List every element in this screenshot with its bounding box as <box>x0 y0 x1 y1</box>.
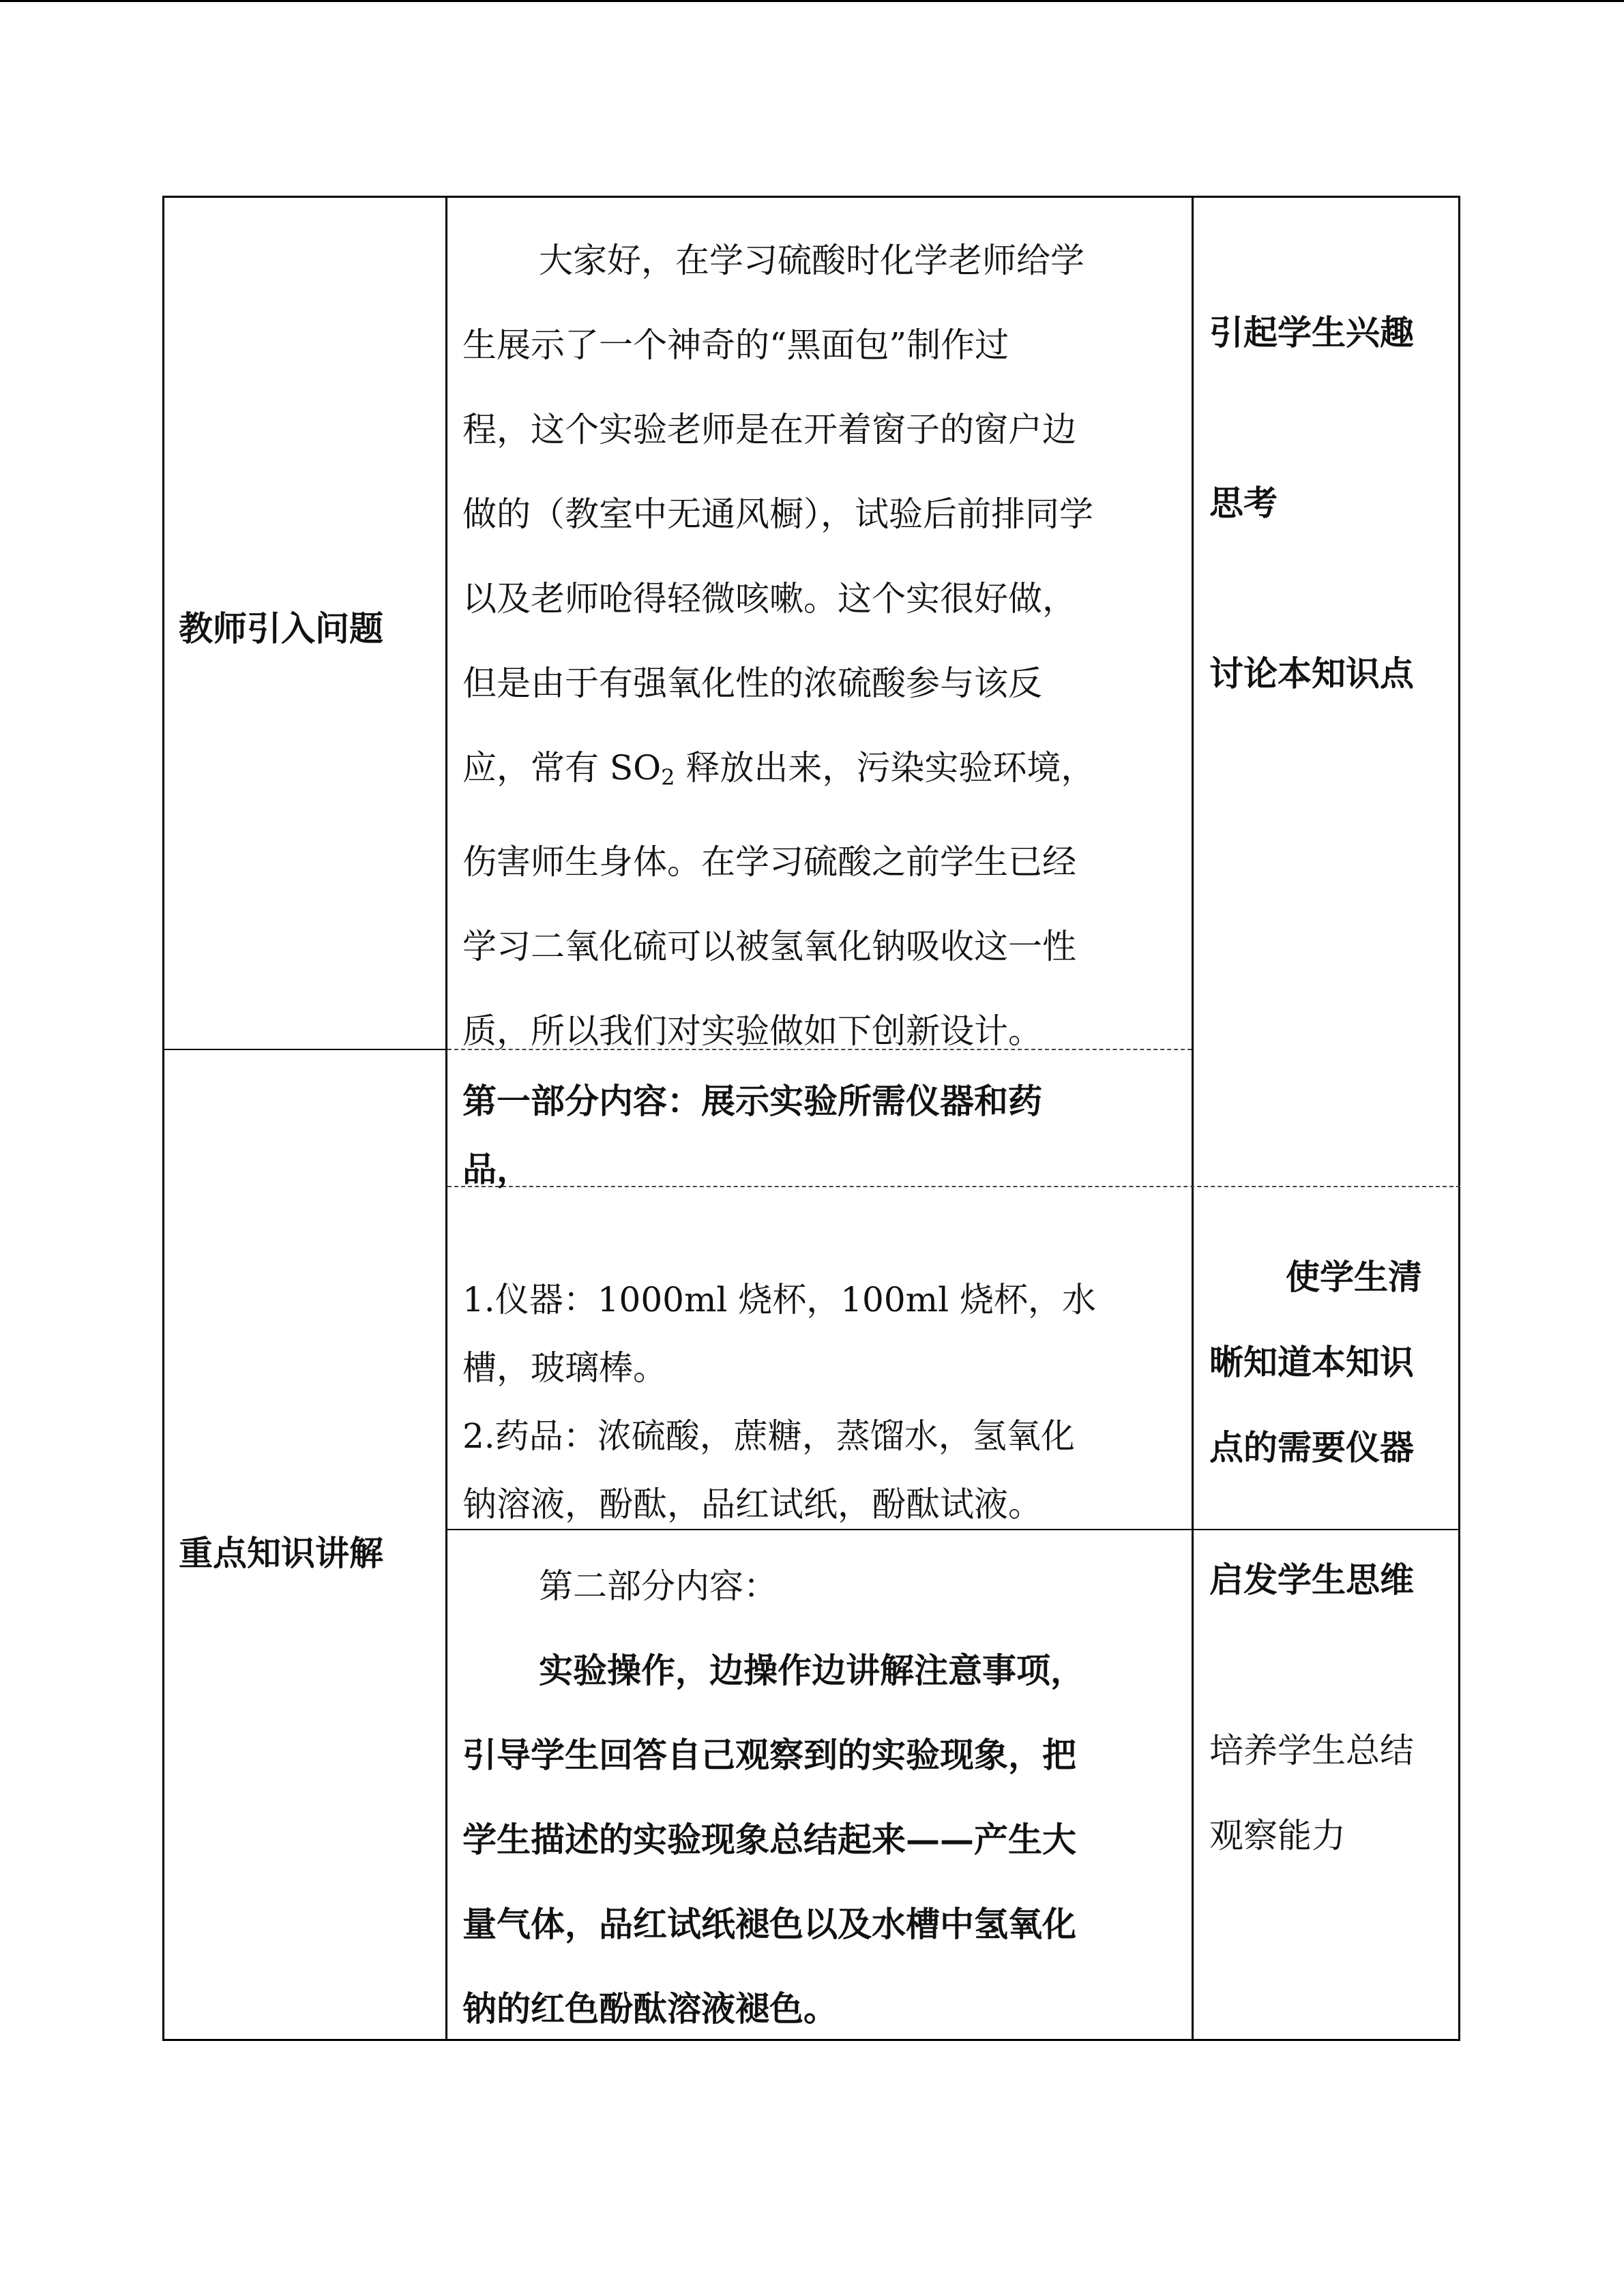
page-top-border <box>0 0 1624 2</box>
intro-line: 大家好，在学习硫酸时化学老师给学 <box>539 241 1084 280</box>
intro-purpose-3: 讨论本知识点 <box>1209 653 1414 694</box>
row-divider-label <box>162 1049 447 1050</box>
part2-line: 实验操作，边操作边讲解注意事项， <box>539 1650 1084 1690</box>
part2-line: 量气体，品红试纸褪色以及水槽中氢氧化 <box>462 1904 1076 1944</box>
intro-line: 以及老师呛得轻微咳嗽。这个实很好做， <box>462 579 1076 618</box>
column-divider-1 <box>445 196 447 2041</box>
so2-text-before: 应，常有 SO <box>462 748 662 788</box>
part1-purpose-2: 晰知道本知识 <box>1209 1342 1414 1382</box>
part1-list-line: 槽，玻璃棒。 <box>462 1348 667 1388</box>
table-left-border <box>162 196 164 2041</box>
part2-purpose-1: 培养学生总结 <box>1209 1731 1414 1770</box>
column-divider-2 <box>1192 196 1194 2041</box>
intro-line: 学习二氧化硫可以被氢氧化钠吸收这一性 <box>462 927 1076 966</box>
part1-list <box>462 1266 1096 1538</box>
part2-content <box>462 1544 1084 2051</box>
part1-purpose-1: 使学生清 <box>1286 1257 1422 1297</box>
part1-list-line: 钠溶液，酚酞，品红试纸，酚酞试液。 <box>462 1485 1042 1524</box>
so2-text-after: 释放出来，污染实验环境， <box>675 748 1095 788</box>
intro-line: 做的（教室中无通风橱），试验后前排同学 <box>462 494 1093 534</box>
intro-line: 程，这个实验老师是在开着窗子的窗户边 <box>462 410 1076 449</box>
part1-purpose-3: 点的需要仪器 <box>1209 1427 1414 1467</box>
intro-line: 伤害师生身体。在学习硫酸之前学生已经 <box>462 842 1076 882</box>
part2-line: 学生描述的实验现象总结起来——产生大 <box>462 1819 1076 1860</box>
part1-list-line: 1.仪器：1000ml 烧杯，100ml 烧杯，水 <box>462 1280 1096 1320</box>
part1-title-line: 品， <box>462 1149 531 1189</box>
intro-line: 但是由于有强氧化性的浓硫酸参与该反 <box>462 664 1042 703</box>
intro-line: 质，所以我们对实验做如下创新设计。 <box>462 1011 1042 1051</box>
part2-purpose-2: 观察能力 <box>1209 1816 1346 1855</box>
part1-title-line: 第一部分内容：展示实验所需仪器和药 <box>462 1081 1042 1121</box>
intro-content <box>462 218 1095 1073</box>
part1-title <box>462 1067 1042 1204</box>
part2-line: 引导学生回答自己观察到的实验现象，把 <box>462 1735 1076 1775</box>
row-label-intro: 教师引入问题 <box>179 608 383 648</box>
intro-purpose-1: 引起学生兴趣 <box>1209 312 1414 353</box>
part2-line: 钠的红色酚酞溶液褪色。 <box>462 1988 838 2029</box>
intro-line: 生展示了一个神奇的“黑面包”制作过 <box>462 325 1009 365</box>
intro-purpose-2: 思考 <box>1209 483 1278 523</box>
intro-line-so2 <box>462 726 1095 820</box>
part2-title: 第二部分内容： <box>539 1566 778 1606</box>
part1-list-line: 2.药品：浓硫酸，蔗糖，蒸馏水，氢氧化 <box>462 1416 1075 1456</box>
row-label-key-points: 重点知识讲解 <box>179 1533 383 1573</box>
table-right-border <box>1458 196 1460 2041</box>
so2-subscript: 2 <box>661 764 675 790</box>
part2-purpose-bold: 启发学生思维 <box>1209 1560 1414 1600</box>
table-top-border <box>162 196 1460 198</box>
